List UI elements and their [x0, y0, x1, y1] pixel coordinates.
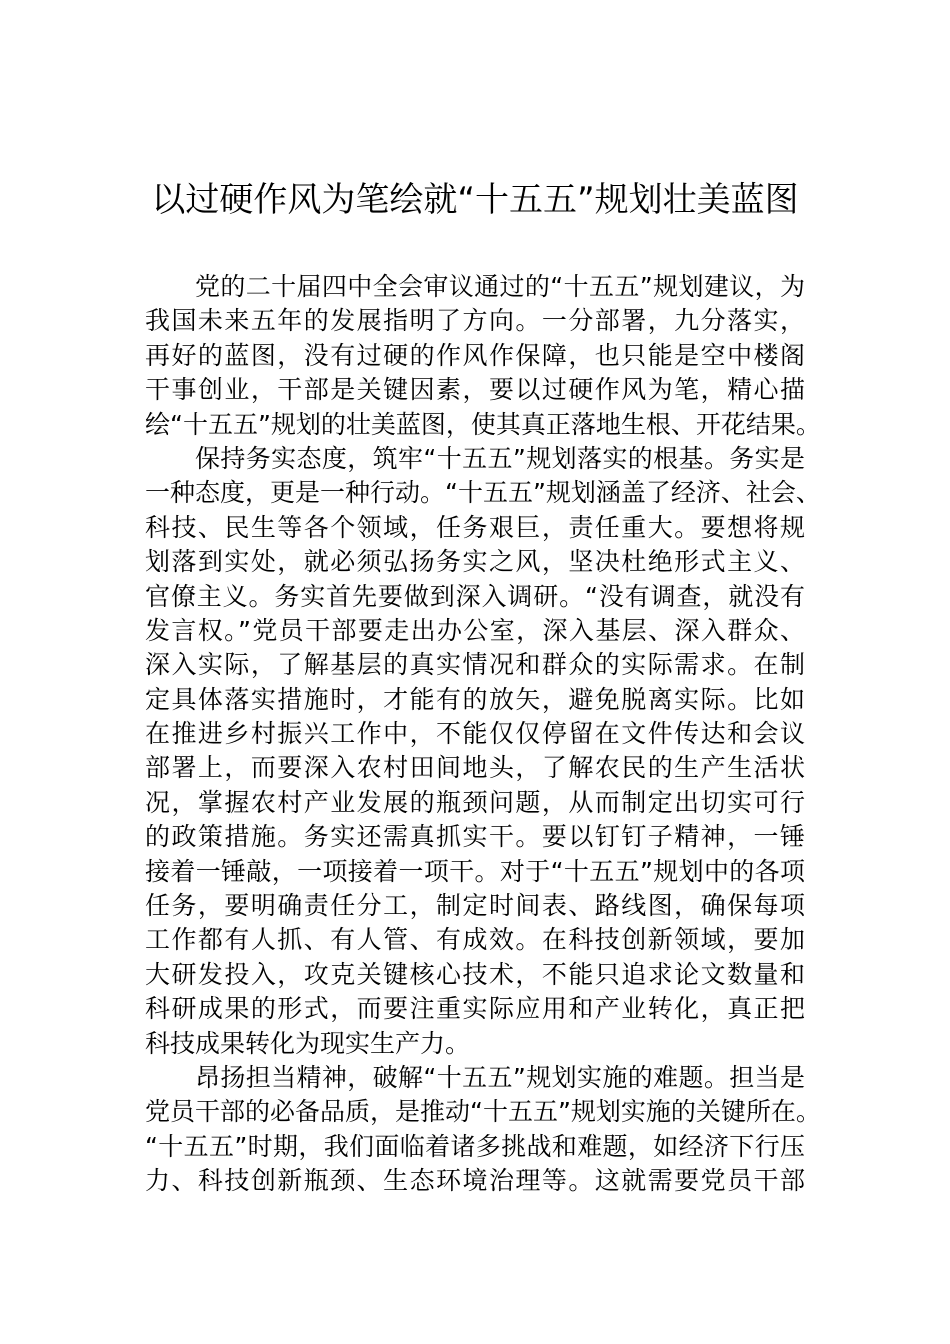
text-line: 发言权。”党员干部要走出办公室，深入基层、深入群众、 [145, 615, 805, 645]
text-line: 科研成果的形式，而要注重实际应用和产业转化，真正把 [145, 994, 805, 1024]
text-line: 我国未来五年的发展指明了方向。一分部署，九分落实， [145, 306, 805, 336]
document-title: 以过硬作风为笔绘就“十五五”规划壮美蓝图 [151, 180, 799, 220]
text-line: 科技、民生等各个领域，任务艰巨，责任重大。要想将规 [145, 512, 805, 542]
text-line: 绘“十五五”规划的壮美蓝图，使其真正落地生根、开花结果。 [145, 409, 821, 439]
text-line: 再好的蓝图，没有过硬的作风作保障，也只能是空中楼阁 [145, 340, 805, 370]
text-line: 官僚主义。务实首先要做到深入调研。“没有调查，就没有 [145, 581, 805, 611]
text-line: 一种态度，更是一种行动。“十五五”规划涵盖了经济、社会、 [145, 478, 821, 508]
text-line: 的政策措施。务实还需真抓实干。要以钉钉子精神，一锤 [145, 822, 805, 852]
text-line: 况，掌握农村产业发展的瓶颈问题，从而制定出切实可行 [145, 787, 805, 817]
text-line: 任务，要明确责任分工，制定时间表、路线图，确保每项 [145, 891, 805, 921]
text-line: 定具体落实措施时，才能有的放矢，避免脱离实际。比如 [145, 684, 805, 714]
paragraph-2 [145, 442, 821, 1061]
text-line: “十五五”时期，我们面临着诸多挑战和难题，如经济下行压 [145, 1131, 805, 1161]
text-line: 深入实际，了解基层的真实情况和群众的实际需求。在制 [145, 650, 805, 680]
text-line: 大研发投入，攻克关键核心技术，不能只追求论文数量和 [145, 959, 805, 989]
paragraph-1 [145, 270, 821, 442]
text-line: 党的二十届四中全会审议通过的“十五五”规划建议，为 [195, 272, 805, 301]
text-line: 力、科技创新瓶颈、生态环境治理等。这就需要党员干部 [145, 1166, 805, 1196]
text-line: 部署上，而要深入农村田间地头，了解农民的生产生活状 [145, 753, 805, 783]
text-line: 党员干部的必备品质，是推动“十五五”规划实施的关键所在。 [145, 1097, 821, 1127]
text-line: 划落到实处，就必须弘扬务实之风，坚决杜绝形式主义、 [145, 547, 805, 577]
document-body [145, 270, 821, 1199]
text-line: 在推进乡村振兴工作中，不能仅仅停留在文件传达和会议 [145, 719, 805, 749]
text-line: 科技成果转化为现实生产力。 [145, 1028, 471, 1058]
text-line: 保持务实态度，筑牢“十五五”规划落实的根基。务实是 [195, 443, 805, 473]
text-line: 昂扬担当精神，破解“十五五”规划实施的难题。担当是 [195, 1062, 805, 1092]
paragraph-3 [145, 1061, 821, 1199]
text-line: 工作都有人抓、有人管、有成效。在科技创新领域，要加 [145, 925, 805, 955]
text-line: 干事创业，干部是关键因素，要以过硬作风为笔，精心描 [145, 375, 805, 405]
text-line: 接着一锤敲，一项接着一项干。对于“十五五”规划中的各项 [145, 856, 805, 886]
